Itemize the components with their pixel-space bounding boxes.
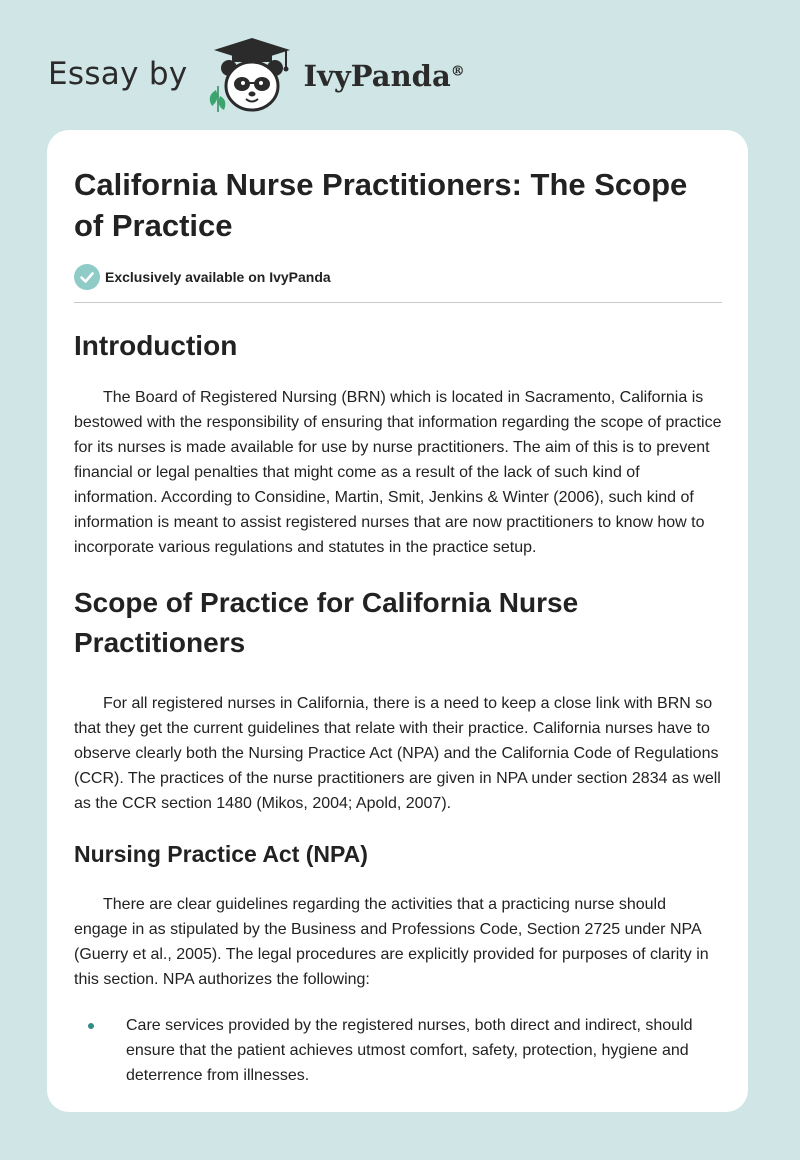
npa-paragraph: There are clear guidelines regarding the activities that a practicing nurse should engage in as stipulated by the Business and Professions Code, Section 2725 under NPA (Guerry et al., 2005). The legal procedures are explicitly provided for purposes of clarity in this section. NPA authorizes the following: [74, 896, 709, 988]
title-divider [74, 302, 722, 303]
list-item [74, 1013, 722, 1088]
introduction-paragraph: The Board of Registered Nursing (BRN) which is located in Sacramento, California is bestowed with the responsibility of ensuring that information regarding the scope of practice for its nurses is made available for use by nurse practitioners. The aim of this is to prevent financial or legal penalties that might come as a result of the lack of such kind of information. According to Considine, Martin, Smit, Jenkins & Winter (2006), such kind of information is meant to assist registered nurses that are now practitioners to know how to incorporate various regulations and statutes in the practice setup. [74, 389, 722, 556]
exclusive-badge [74, 263, 722, 291]
section-heading-introduction: Introduction [74, 330, 238, 361]
brand-name: IvyPanda® [303, 59, 465, 93]
page-title: California Nurse Practitioners: The Scope of Practice [74, 167, 688, 243]
check-circle-icon [74, 264, 100, 290]
section-heading-npa: Nursing Practice Act (NPA) [74, 841, 368, 867]
section-heading-scope: Scope of Practice for California Nurse Practitioners [74, 587, 579, 658]
list-item-text: Care services provided by the registered nurses, both direct and indirect, should ensure that the patient achieves utmost comfort, safety, protection, hygiene and deterrence from illnesses. [126, 1017, 693, 1084]
essay-by-label: Essay by [48, 56, 188, 92]
scope-paragraph: For all registered nurses in California, there is a need to keep a close link with BRN so that they get the current guidelines that relate with their practice. California nurses have to observe clearly both the Nursing Practice Act (NPA) and the California Code of Regulations (CCR). The practices of the nurse practitioners are given in NPA under section 2834 as well as the CCR section 1480 (Mikos, 2004; Apold, 2007). [74, 695, 721, 812]
exclusive-badge-text: Exclusively available on IvyPanda [105, 269, 331, 285]
npa-bullet-list [74, 1013, 722, 1088]
essay-content [74, 164, 722, 1088]
panda-graduate-logo-icon [202, 34, 298, 114]
bullet-icon [88, 1023, 94, 1029]
essay-card [47, 130, 748, 1112]
brand-header[interactable] [48, 34, 465, 114]
registered-mark: ® [450, 63, 465, 80]
